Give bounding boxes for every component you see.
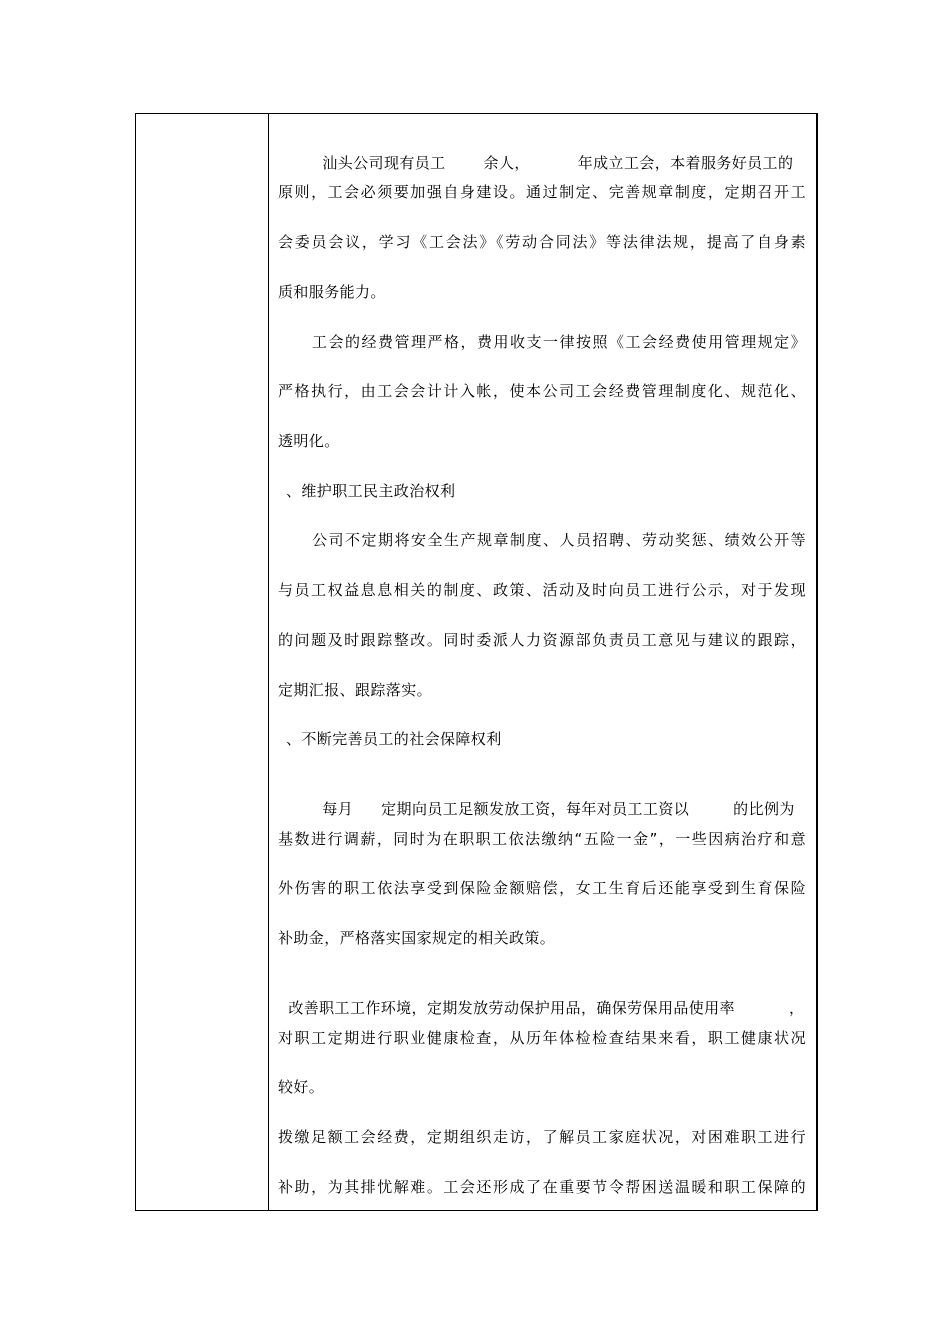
text-fragment: 每月 [322, 800, 354, 818]
text-line: 对职工定期进行职业健康检查，从历年体检检查结果来看，职工健康状况 [278, 1029, 806, 1047]
text-fragment: 余人， [483, 154, 530, 172]
text-line: 的问题及时跟踪整改。同时委派人力资源部负责员工意见与建议的跟踪， [278, 631, 806, 649]
text-line [278, 978, 806, 1017]
section-heading: 、不断完善员工的社会保障权利 [286, 730, 502, 748]
text-fragment: 年成立工会，本着服务好员工的 [577, 154, 794, 172]
text-line: 工会的经费管理严格，费用收支一律按照《工会经费使用管理规定》 [312, 333, 806, 351]
text-line: 质和服务能力。 [278, 283, 386, 301]
text-line: 会委员会议，学习《工会法》《劳动合同法》等法律法规，提高了自身素 [278, 233, 806, 251]
text-line: 较好。 [278, 1078, 325, 1096]
text-fragment: 汕头公司现有员工 [322, 154, 446, 172]
text-fragment: ， [788, 999, 805, 1017]
text-line: 补助，为其排忧解难。工会还形成了在重要节令帮困送温暖和职工保障的 [278, 1178, 806, 1196]
text-line: 定期汇报、跟踪落实。 [278, 681, 433, 699]
section-heading: 、维护职工民主政治权利 [286, 482, 456, 500]
text-fragment: 定期向员工足额发放工资，每年对员工工资以 [381, 800, 690, 818]
text-line: 基数进行调薪，同时为在职职工依法缴纳“五险一金”，一些因病治疗和意 [278, 830, 806, 848]
text-line [312, 779, 806, 818]
text-line: 与员工权益息息相关的制度、政策、活动及时向员工进行公示，对于发现 [278, 581, 806, 599]
text-line: 补助金，严格落实国家规定的相关政策。 [278, 929, 556, 947]
left-label-cell [136, 114, 269, 1210]
text-fragment: 的比例为 [733, 800, 795, 818]
text-line: 透明化。 [278, 432, 340, 450]
text-line: 原则，工会必须要加强自身建设。通过制定、完善规章制度，定期召开工 [278, 183, 806, 201]
text-line: 外伤害的职工依法享受到保险金额赔偿，女工生育后还能享受到生育保险 [278, 879, 806, 897]
text-line: 公司不定期将安全生产规章制度、人员招聘、劳动奖惩、绩效公开等 [312, 531, 806, 549]
text-fragment: 改善职工工作环境，定期发放劳动保护用品，确保劳保用品使用率 [288, 999, 735, 1017]
text-line: 严格执行，由工会会计计入帐，使本公司工会经费管理制度化、规范化、 [278, 382, 806, 400]
text-line [312, 133, 804, 172]
text-line: 拨缴足额工会经费，定期组织走访，了解员工家庭状况，对困难职工进行 [278, 1128, 806, 1146]
